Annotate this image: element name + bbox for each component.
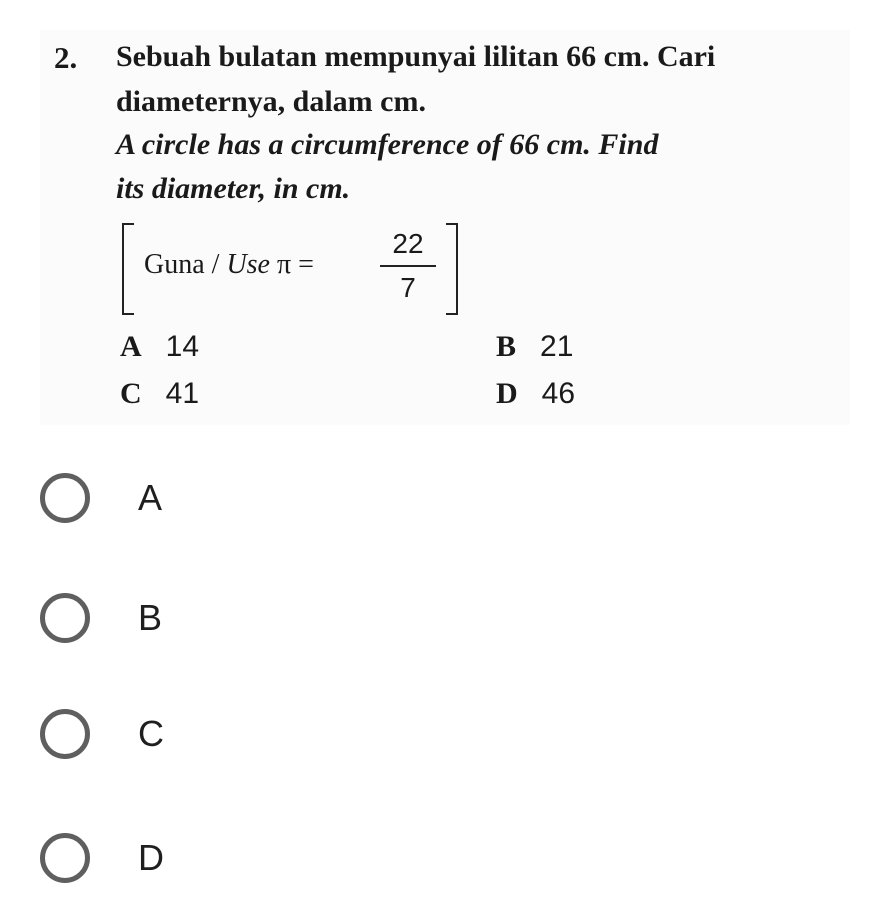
fraction-bar xyxy=(380,265,436,267)
fraction xyxy=(380,225,436,307)
question-english-line-1: A circle has a circumference of 66 cm. Find xyxy=(116,128,659,161)
question-english-line-2: its diameter, in cm. xyxy=(116,172,351,205)
choice-label: A xyxy=(138,477,163,518)
answer-choice-b[interactable] xyxy=(40,586,540,650)
option-letter: C xyxy=(120,377,142,410)
question-image xyxy=(40,30,850,425)
right-bracket xyxy=(446,223,458,315)
question-malay-line-2: diameternya, dalam cm. xyxy=(116,85,426,118)
radio-button-icon[interactable] xyxy=(40,833,90,883)
fraction-numerator: 22 xyxy=(392,228,424,259)
answer-choice-c[interactable] xyxy=(40,702,540,766)
option-b xyxy=(496,330,573,364)
option-letter: A xyxy=(120,330,142,363)
choice-label: D xyxy=(138,837,164,878)
option-letter: D xyxy=(496,377,518,410)
formula-text xyxy=(144,249,314,281)
question-malay-line-1: Sebuah bulatan mempunyai lilitan 66 cm. Cari xyxy=(116,40,716,73)
option-value: 21 xyxy=(540,330,574,363)
left-bracket xyxy=(122,223,134,315)
option-c xyxy=(120,377,199,411)
option-value: 46 xyxy=(541,377,576,410)
answer-choice-a[interactable] xyxy=(40,466,540,530)
option-letter: B xyxy=(496,330,517,363)
choice-label: B xyxy=(138,597,163,638)
choice-label: C xyxy=(138,713,164,754)
fraction-denominator: 7 xyxy=(400,272,416,303)
formula-guna: Guna / xyxy=(144,249,220,280)
pi-formula xyxy=(116,215,476,320)
option-a xyxy=(120,330,199,364)
option-value: 14 xyxy=(165,330,200,363)
radio-button-icon[interactable] xyxy=(40,473,90,523)
answer-choice-d[interactable] xyxy=(40,826,540,890)
option-value: 41 xyxy=(165,377,200,410)
radio-button-icon[interactable] xyxy=(40,709,90,759)
radio-button-icon[interactable] xyxy=(40,593,90,643)
option-d xyxy=(496,377,575,411)
formula-pi: π = xyxy=(276,249,314,280)
question-number: 2. xyxy=(54,40,78,75)
formula-use: Use xyxy=(226,249,270,280)
